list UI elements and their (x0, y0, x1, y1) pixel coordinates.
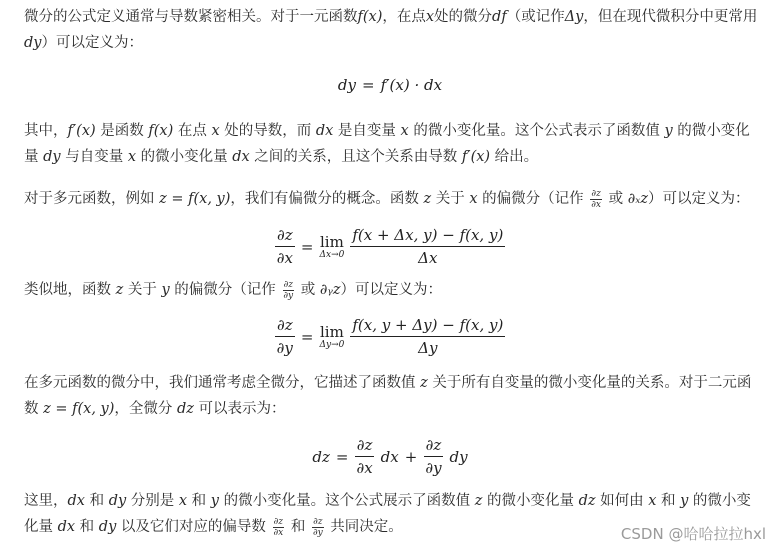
math-inline: dx (315, 123, 334, 139)
text: 在多元函数的微分中，我们通常考虑全微分，它描述了函数值 (24, 375, 421, 391)
text: 的微小变化量 (24, 123, 750, 165)
text: 是函数 (95, 123, 149, 139)
text: 关于 (123, 282, 162, 298)
text: 微分的公式定义通常与导数紧密相关。对于一元函数 (24, 9, 358, 25)
equation-partial-y (0, 316, 780, 357)
limit-label: lim (320, 322, 344, 341)
math-inline: dx (57, 519, 76, 535)
fraction-inline (312, 517, 324, 538)
text: 对于多元函数，例如 (24, 191, 160, 207)
math-inline: z (115, 282, 124, 298)
text: 和 (286, 519, 310, 535)
text: 在点 (173, 123, 212, 139)
paragraph-differential-definition (24, 4, 764, 56)
text: ）可以定义为： (41, 35, 143, 51)
math-inline: y (210, 493, 219, 509)
limit-subscript: Δy→0 (319, 339, 345, 350)
eq-plus: + (404, 447, 418, 466)
math-inline: y (664, 123, 673, 139)
text: 的偏微分（记作 (477, 191, 589, 207)
fraction-denominator: Δy (418, 339, 438, 357)
fraction-numerator: ∂z (275, 226, 295, 247)
limit-label: lim (320, 232, 344, 251)
text: ）可以定义为： (648, 191, 750, 207)
text: ，我们有偏微分的概念。函数 (230, 191, 424, 207)
math-inline: dy (98, 519, 117, 535)
math-inline: ∂ₓz (627, 191, 649, 207)
text: ，但在现代微积分中更常用 (583, 9, 758, 25)
limit-subscript: Δx→0 (319, 249, 345, 260)
math-inline: z (474, 493, 483, 509)
eq-term: dy (449, 447, 468, 466)
text: 共同决定。 (325, 519, 403, 535)
math-inline: x (127, 149, 136, 165)
eq-sign: = (300, 327, 314, 346)
text: 处的导数，而 (219, 123, 316, 139)
equation-partial-x (0, 226, 780, 267)
fraction-lhs (275, 226, 295, 267)
text: 的微小变化量 (136, 149, 233, 165)
eq-sign: = (362, 76, 375, 94)
fraction-denominator: ∂y (425, 459, 442, 477)
text: 或 (296, 282, 320, 298)
eq-term: dx (380, 447, 399, 466)
equation-total-differential (0, 436, 780, 477)
fraction-numerator: ∂z (273, 516, 284, 527)
fraction-partial-y (423, 436, 443, 477)
fraction-inline (590, 189, 602, 210)
math-inline: x (400, 123, 409, 139)
text: 给出。 (490, 149, 539, 165)
eq-lhs: dz (312, 447, 330, 466)
text: ）可以定义为： (340, 282, 442, 298)
text: 或 (604, 191, 628, 207)
text: ，全微分 (114, 401, 177, 417)
math-inline: x (211, 123, 220, 139)
eq-sign: = (300, 237, 314, 256)
text: 处的微分 (434, 9, 493, 25)
text: 和 (75, 519, 99, 535)
text: 的偏微分（记作 (169, 282, 281, 298)
text: （或记作 (506, 9, 565, 25)
math-inline: df (492, 9, 507, 25)
math-inline: f′(x) (461, 149, 491, 165)
fraction-inline (282, 280, 294, 301)
math-inline: dz (578, 493, 596, 509)
fraction-rhs (350, 316, 505, 357)
math-inline: y (680, 493, 689, 509)
text: 可以表示为： (193, 401, 286, 417)
text: 其中， (24, 123, 68, 139)
text: ，在点 (382, 9, 426, 25)
text: 是自变量 (333, 123, 401, 139)
fraction-numerator: ∂z (275, 316, 295, 337)
paragraph-partial-x (24, 186, 764, 212)
math-inline: f(x) (357, 9, 383, 25)
math-inline: f′(x) (67, 123, 96, 139)
text: 与自变量 (60, 149, 128, 165)
paragraph-derivative-explanation (24, 118, 764, 170)
fraction-numerator: ∂z (424, 436, 444, 457)
fraction-denominator: ∂y (276, 339, 293, 357)
text: 之间的关系，且这个关系由导数 (249, 149, 462, 165)
math-inline: dy (43, 149, 61, 165)
limit-operator (320, 234, 345, 260)
math-inline: dx (232, 149, 250, 165)
text: 以及它们对应的偏导数 (116, 519, 271, 535)
math-inline: z = f(x, y) (159, 191, 231, 207)
fraction-numerator: f(x + Δx, y) − f(x, y) (350, 226, 505, 247)
eq-lhs: dy (337, 76, 356, 94)
fraction-denominator: ∂x (276, 249, 293, 267)
fraction-numerator: ∂z (313, 516, 323, 527)
text: 的微小变化量。这个公式展示了函数值 (219, 493, 475, 509)
text: 的微小变化量 (482, 493, 579, 509)
math-inline: dy (24, 35, 42, 51)
math-inline: z = f(x, y) (43, 401, 115, 417)
fraction-denominator: Δx (418, 249, 438, 267)
math-inline: z (420, 375, 428, 391)
watermark: CSDN @哈哈拉拉hxl (620, 525, 766, 543)
fraction-numerator: f(x, y + Δy) − f(x, y) (350, 316, 505, 337)
text: 分别是 (126, 493, 179, 509)
fraction-denominator: ∂x (356, 459, 373, 477)
text: 的微小变化量。这个公式表示了函数值 (408, 123, 665, 139)
text: 关于所有自变量的微小变化量的关系。对于二元函数 (24, 375, 752, 417)
text: 的微小变化量 (24, 493, 751, 535)
equation-dy (0, 76, 780, 94)
math-inline: y (161, 282, 170, 298)
math-inline: dz (177, 401, 194, 417)
eq-rhs: f′(x) · dx (380, 76, 443, 94)
text: 这里， (24, 493, 68, 509)
math-inline: Δy (564, 9, 584, 25)
math-inline: x (469, 191, 478, 207)
math-inline: f(x) (148, 123, 174, 139)
fraction-numerator: ∂z (283, 279, 293, 290)
text: 类似地，函数 (24, 282, 116, 298)
math-inline: x (648, 493, 657, 509)
paragraph-total-differential (24, 370, 764, 422)
limit-operator (319, 324, 344, 350)
fraction-denominator: ∂y (312, 527, 323, 538)
fraction-inline (273, 517, 285, 538)
text: 和 (84, 493, 109, 509)
fraction-lhs (275, 316, 295, 357)
eq-sign: = (335, 447, 349, 466)
text: 关于 (431, 191, 470, 207)
fraction-denominator: ∂x (591, 199, 601, 210)
fraction-rhs (350, 226, 505, 267)
math-inline: dx (67, 493, 85, 509)
text: 如何由 (595, 493, 649, 509)
fraction-denominator: ∂y (283, 290, 294, 301)
fraction-denominator: ∂x (273, 527, 284, 538)
math-inline: x (425, 9, 435, 25)
math-inline: ∂ᵧz (319, 282, 341, 298)
math-inline: dy (108, 493, 127, 509)
text: 和 (656, 493, 681, 509)
math-inline: z (423, 191, 432, 207)
fraction-partial-x (354, 436, 374, 477)
paragraph-partial-y (24, 277, 764, 303)
fraction-numerator: ∂z (355, 436, 375, 457)
fraction-numerator: ∂z (591, 188, 601, 199)
text: 和 (187, 493, 211, 509)
math-inline: x (178, 493, 188, 509)
